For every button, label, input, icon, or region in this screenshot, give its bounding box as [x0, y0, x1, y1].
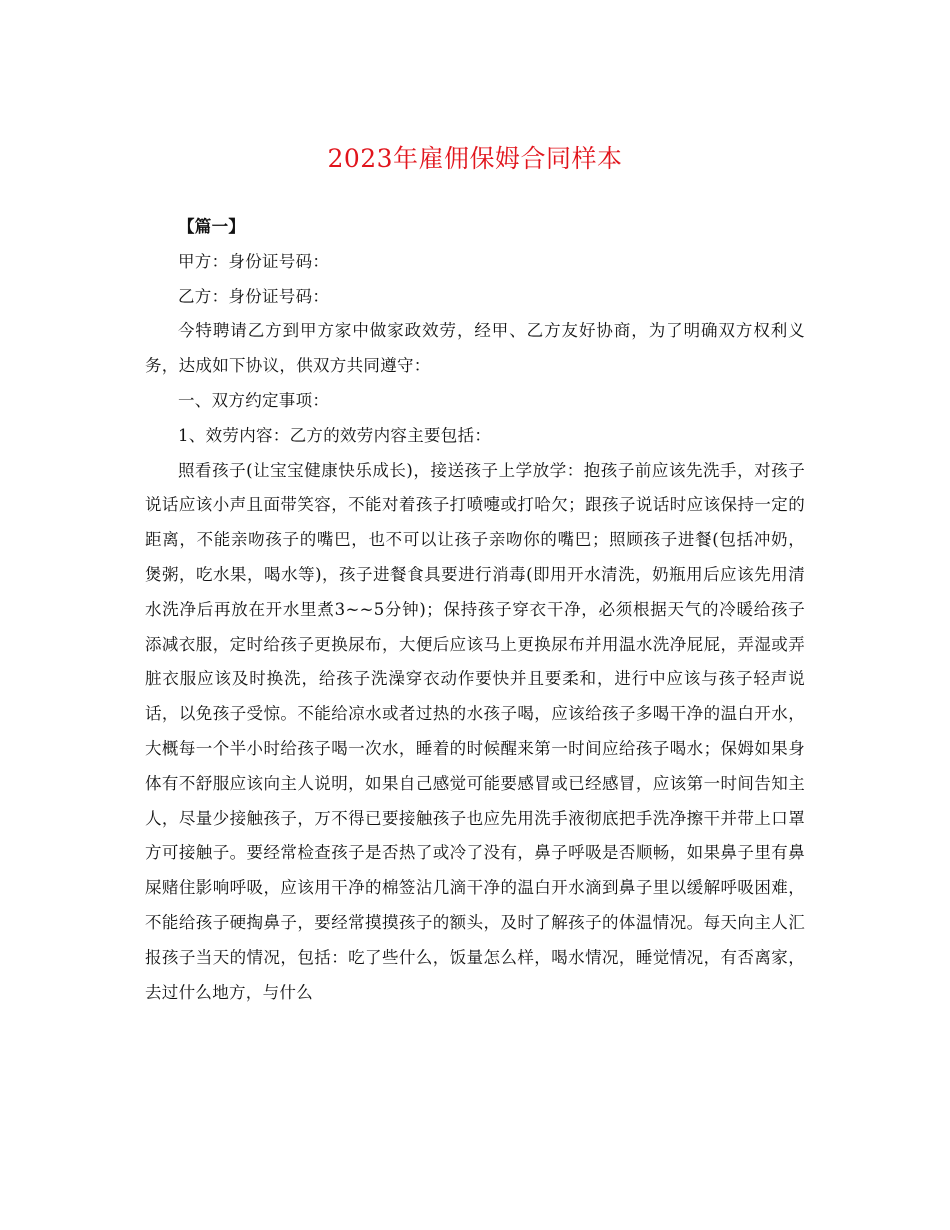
clause-heading: 一、双方约定事项：	[178, 390, 330, 410]
clause-1: 1、效劳内容：乙方的效劳内容主要包括：	[178, 425, 492, 445]
document-title: 2023年雇佣保姆合同样本	[327, 144, 623, 173]
intro-paragraph: 今特聘请乙方到甲方家中做家政效劳，经甲、乙方友好协商，为了明确双方权利义务，达成如下协议，供双方共同遵守：	[145, 321, 805, 376]
party-b-line: 乙方：身份证号码：	[178, 286, 330, 306]
document-body	[145, 210, 805, 1010]
party-a-line: 甲方：身份证号码：	[178, 251, 330, 271]
childcare-paragraph: 照看孩子(让宝宝健康快乐成长)，接送孩子上学放学：抱孩子前应该先洗手，对孩子说话应该小声且面带笑容，不能对着孩子打喷嚏或打哈欠；跟孩子说话时应该保持一定的距离，不能亲吻孩子的嘴巴，也不可以让孩子亲吻你的嘴巴；照顾孩子进餐(包括冲奶，煲粥，吃水果，喝水等)，孩子进餐食具要进行消毒(即用开水清洗，奶瓶用后应该先用清水洗净后再放在开水里煮3~~5分钟)；保持孩子穿衣干净，必须根据天气的冷暖给孩子添减衣服，定时给孩子更换尿布，大便后应该马上更换尿布并用温水洗净屁屁，弄湿或弄脏衣服应该及时换洗，给孩子洗澡穿衣动作要快并且要柔和，进行中应该与孩子轻声说话，以免孩子受惊。不能给凉水或者过热的水孩子喝，应该给孩子多喝干净的温白开水，大概每一个半小时给孩子喝一次水，睡着的时候醒来第一时间应给孩子喝水；保姆如果身体有不舒服应该向主人说明，如果自己感觉可能要感冒或已经感冒，应该第一时间告知主人，尽量少接触孩子，万不得已要接触孩子也应先用洗手液彻底把手洗净擦干并带上口罩方可接触子。要经常检查孩子是否热了或冷了没有，鼻子呼吸是否顺畅，如果鼻子里有鼻屎赌住影响呼吸，应该用干净的棉签沾几滴干净的温白开水滴到鼻子里以缓解呼吸困难，不能给孩子硬掏鼻子，要经常摸摸孩子的额头，及时了解孩子的体温情况。每天向主人汇报孩子当天的情况，包括：吃了些什么，饭量怎么样，喝水情况，睡觉情况，有否离家，去过什么地方，与什么	[145, 460, 805, 1002]
section-label: 【篇一】	[178, 217, 246, 236]
